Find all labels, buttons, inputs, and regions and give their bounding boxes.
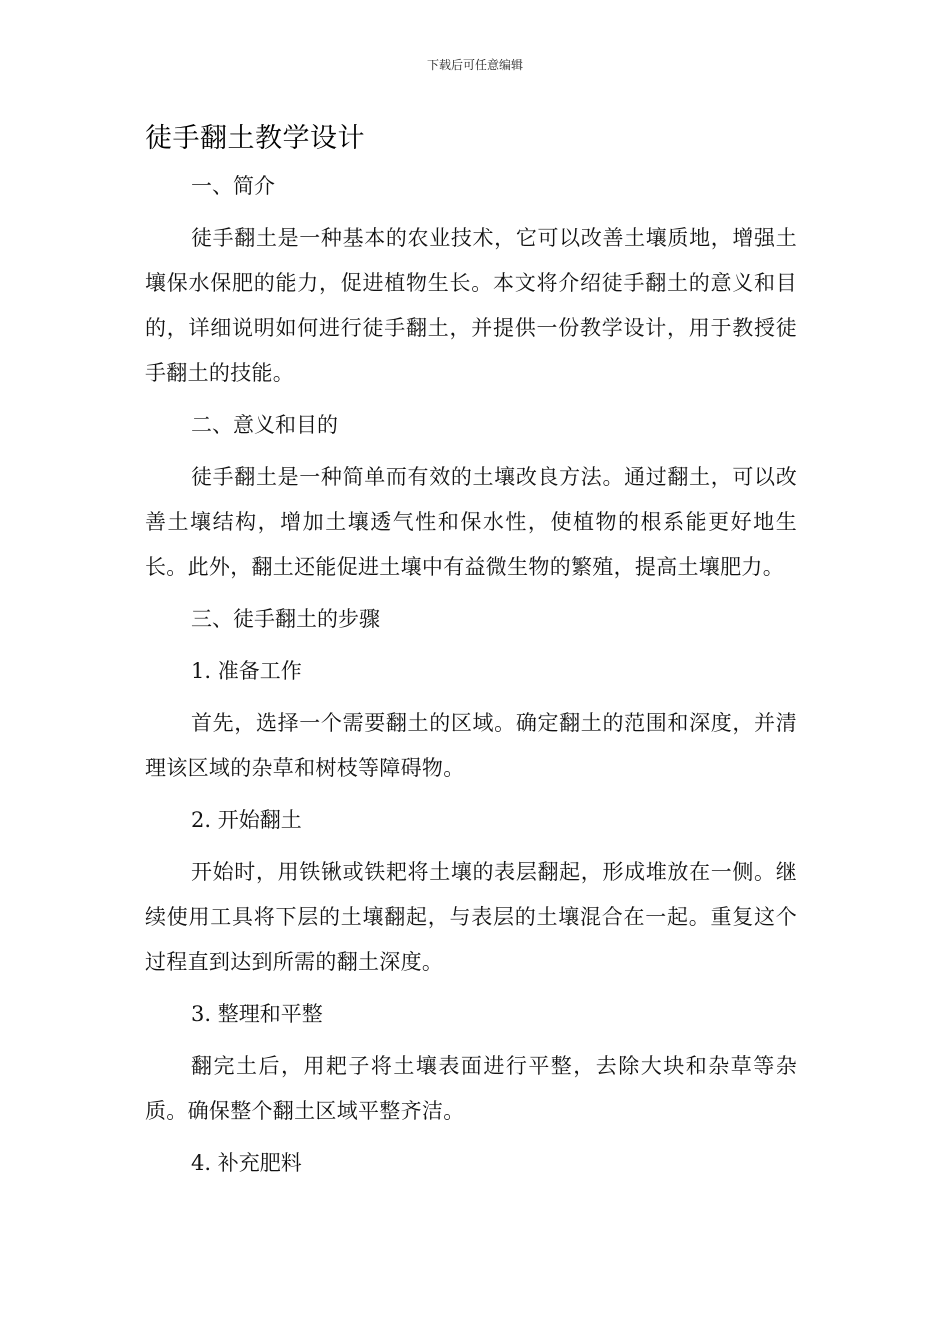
paragraph-start: 开始时，用铁锹或铁耙将土壤的表层翻起，形成堆放在一侧。继续使用工具将下层的土壤翻起，与表层的土壤混合在一起。重复这个过程直到达到所需的翻土深度。 xyxy=(145,860,797,974)
section-heading-purpose: 二、意义和目的 xyxy=(191,413,338,437)
step-heading-prepare: 1. 准备工作 xyxy=(191,659,302,683)
step-heading-fertilize: 4. 补充肥料 xyxy=(191,1151,302,1175)
step-heading-level: 3. 整理和平整 xyxy=(191,1002,323,1026)
section-heading-intro: 一、简介 xyxy=(191,174,275,198)
document-body xyxy=(145,164,797,1193)
step-heading-start: 2. 开始翻土 xyxy=(191,808,302,832)
header-note: 下载后可任意编辑 xyxy=(426,58,523,72)
document-title: 徒手翻土教学设计 xyxy=(145,123,365,154)
paragraph-prepare: 首先，选择一个需要翻土的区域。确定翻土的范围和深度，并清理该区域的杂草和树枝等障碍物。 xyxy=(145,711,797,780)
paragraph-purpose: 徒手翻土是一种简单而有效的土壤改良方法。通过翻土，可以改善土壤结构，增加土壤透气性和保水性，使植物的根系能更好地生长。此外，翻土还能促进土壤中有益微生物的繁殖，提高土壤肥力。 xyxy=(145,465,797,579)
section-heading-steps: 三、徒手翻土的步骤 xyxy=(191,607,380,631)
paragraph-intro: 徒手翻土是一种基本的农业技术，它可以改善土壤质地，增强土壤保水保肥的能力，促进植物生长。本文将介绍徒手翻土的意义和目的，详细说明如何进行徒手翻土，并提供一份教学设计，用于教授徒手翻土的技能。 xyxy=(145,226,797,385)
paragraph-level: 翻完土后，用耙子将土壤表面进行平整，去除大块和杂草等杂质。确保整个翻土区域平整齐洁。 xyxy=(145,1054,797,1123)
